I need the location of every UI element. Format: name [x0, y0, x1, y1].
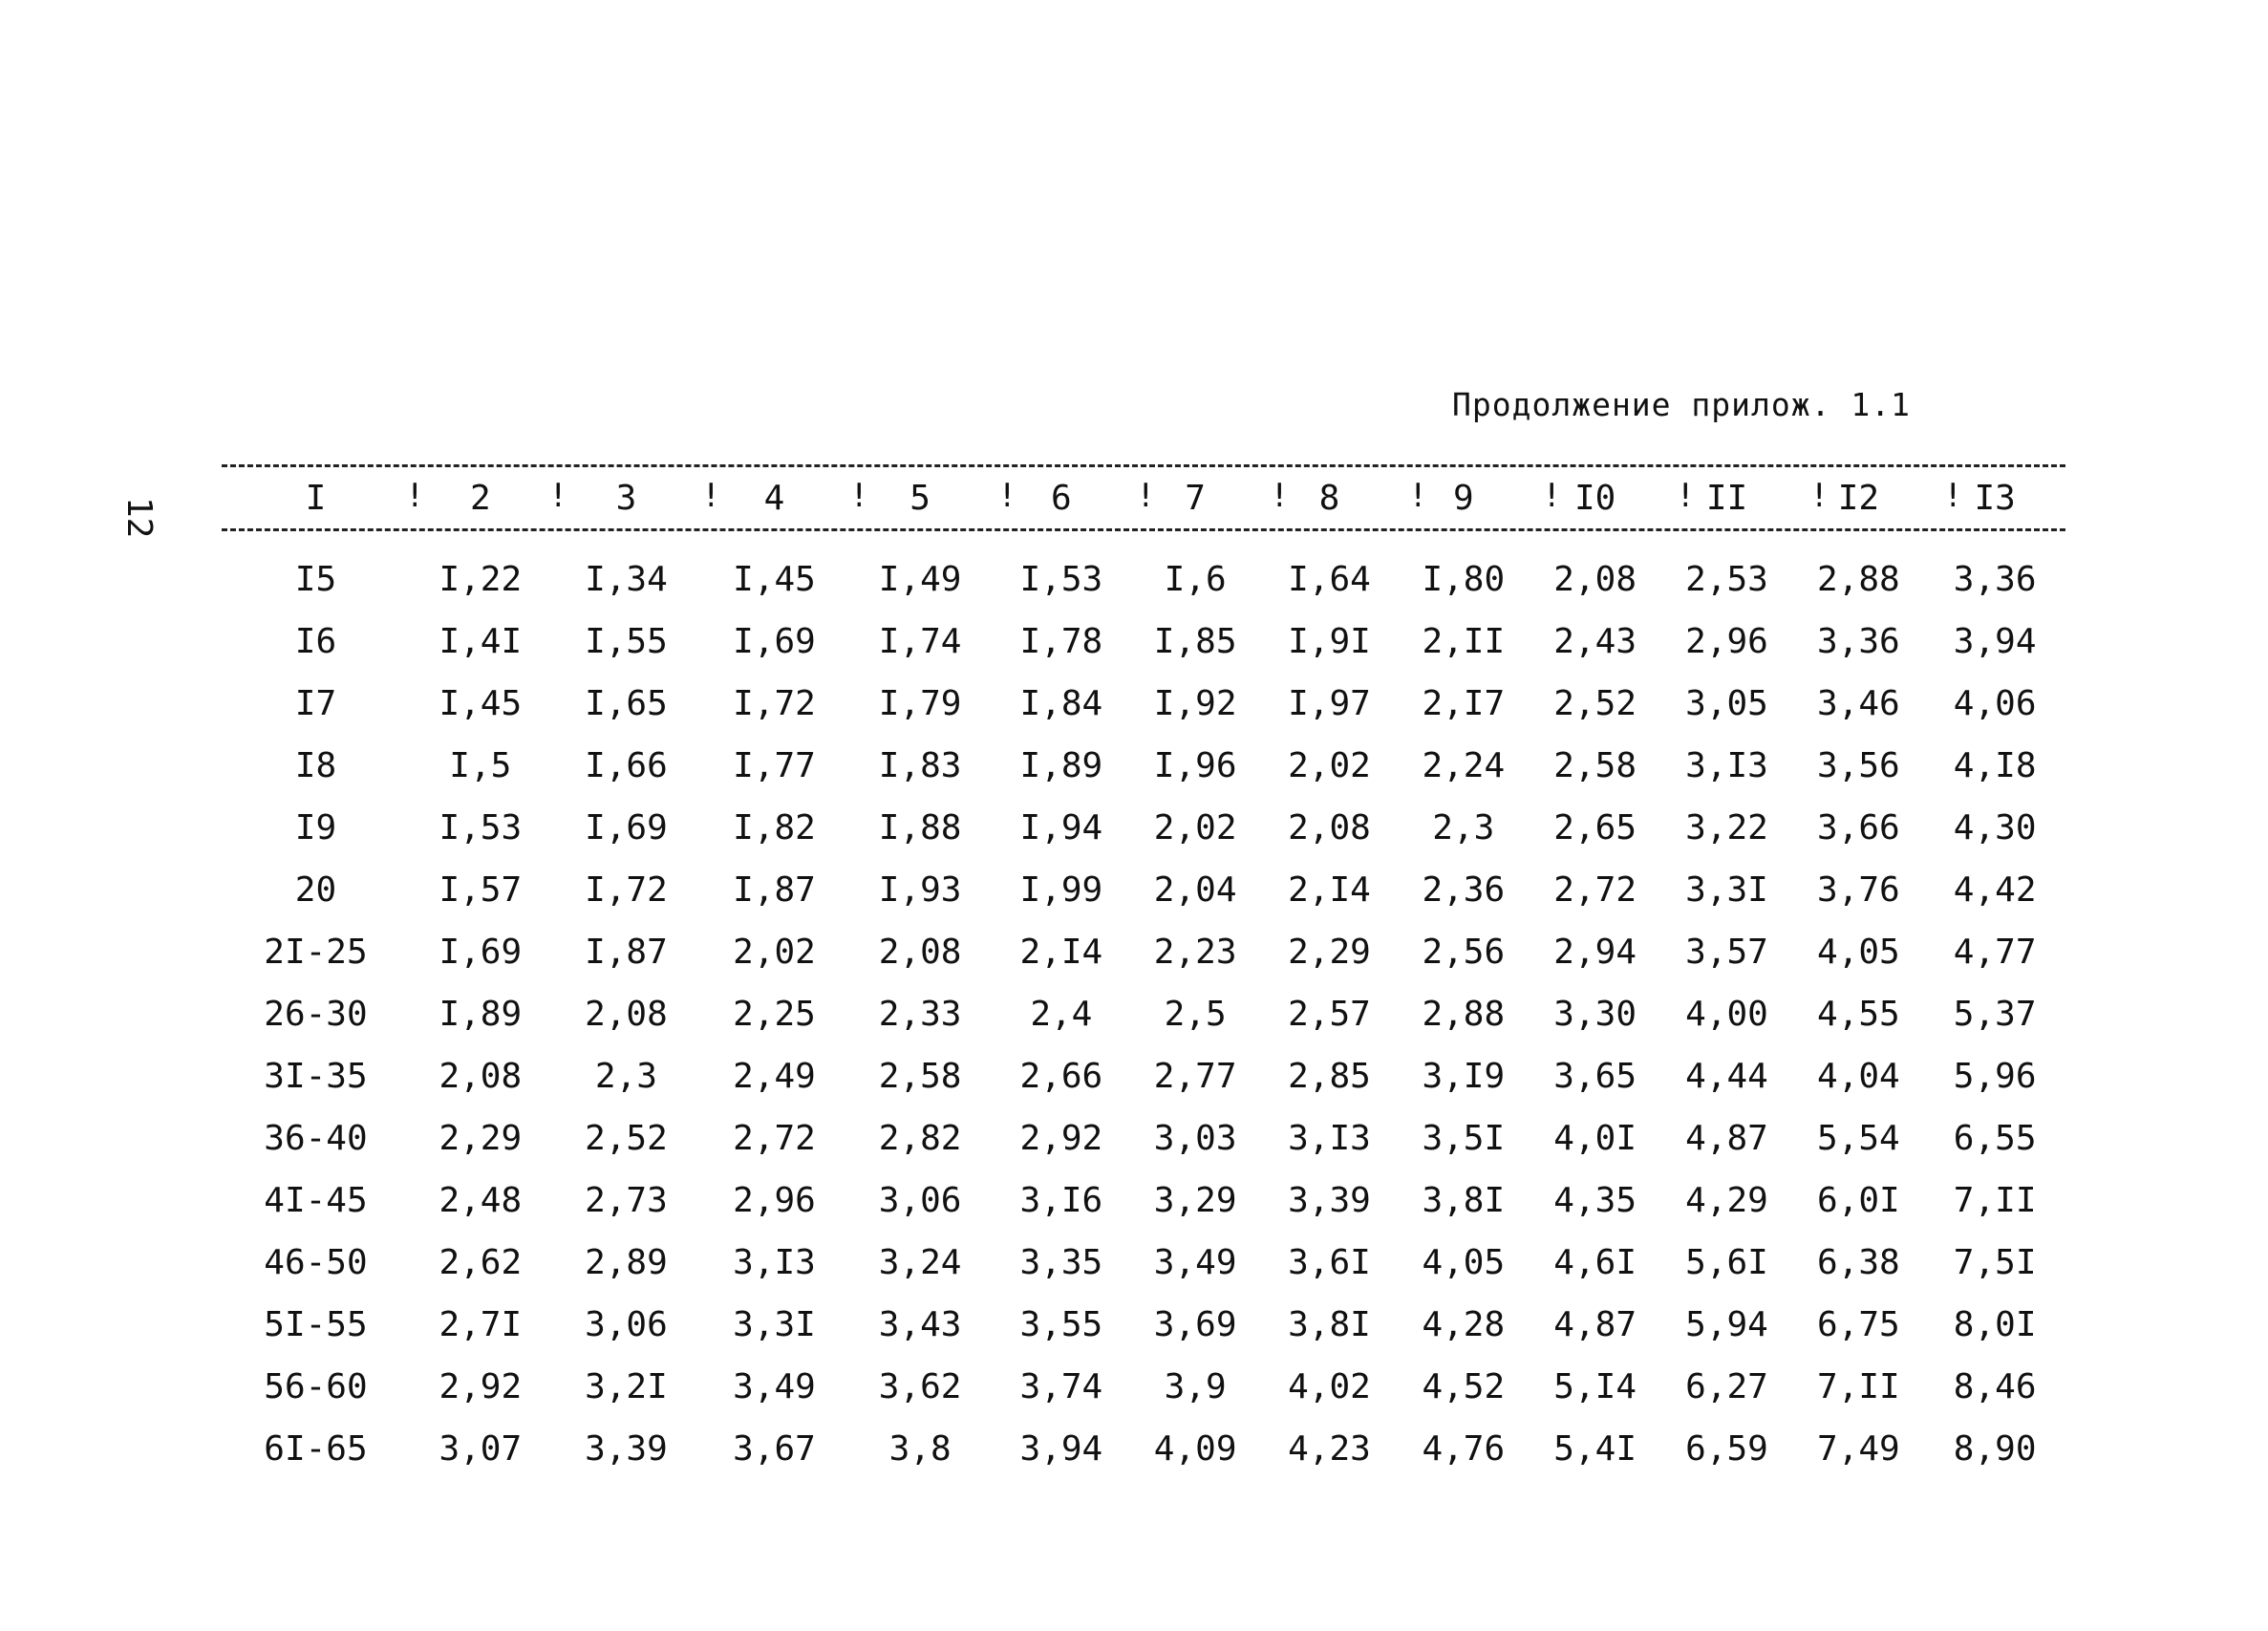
table-cell: 3,57: [1685, 933, 1768, 972]
table-cell: 3,5I: [1422, 1119, 1506, 1158]
table-cell: 2,52: [585, 1119, 668, 1158]
table-cell: 2,7I: [439, 1305, 523, 1344]
table-row: [222, 735, 2065, 797]
row-label-cell: 3I-35: [264, 1057, 368, 1096]
table-cell: 2,I4: [1019, 933, 1103, 972]
table-cell: I,49: [878, 560, 962, 599]
page-number: 12: [119, 497, 159, 539]
table-cell: 5,37: [1953, 995, 2037, 1034]
row-label-cell: I5: [294, 560, 337, 599]
table-cell: 3,46: [1817, 684, 1900, 723]
row-label-cell: I8: [294, 746, 337, 785]
table-cell: 3,49: [1153, 1243, 1237, 1282]
row-label-cell: I7: [294, 684, 337, 723]
table-cell: 2,62: [439, 1243, 523, 1282]
table-cell: 2,85: [1288, 1057, 1371, 1096]
table-caption: Продолжение прилож. 1.1: [1452, 386, 1911, 423]
table-cell: I,65: [585, 684, 668, 723]
table-cell: 4,52: [1422, 1367, 1506, 1406]
table-cell: 4,6I: [1553, 1243, 1637, 1282]
table-cell: I,96: [1153, 746, 1237, 785]
table-cell: I,77: [733, 746, 816, 785]
table-cell: 6,75: [1817, 1305, 1900, 1344]
table-cell: 2,08: [585, 995, 668, 1034]
table-row: [222, 1107, 2065, 1170]
table-cell: I,72: [585, 870, 668, 910]
table-cell: 3,I9: [1422, 1057, 1506, 1096]
table-cell: I,6: [1164, 560, 1227, 599]
table-cell: 3,67: [733, 1429, 816, 1469]
table-cell: 2,92: [439, 1367, 523, 1406]
table-cell: 3,62: [878, 1367, 962, 1406]
table-cell: 4,42: [1953, 870, 2037, 910]
table-cell: 2,58: [1553, 746, 1637, 785]
table-cell: 3,65: [1553, 1057, 1637, 1096]
table-cell: 6,38: [1817, 1243, 1900, 1282]
table-cell: 4,06: [1953, 684, 2037, 723]
table-cell: 3,66: [1817, 808, 1900, 848]
table-cell: 4,05: [1817, 933, 1900, 972]
table-cell: I,69: [439, 933, 523, 972]
table-cell: I,53: [439, 808, 523, 848]
column-separator: !: [1542, 477, 1562, 515]
table-cell: 2,08: [439, 1057, 523, 1096]
table-cell: 2,77: [1153, 1057, 1237, 1096]
header-cell: 5: [909, 478, 931, 518]
table-cell: 3,94: [1953, 622, 2037, 661]
table-cell: 6,0I: [1817, 1181, 1900, 1220]
table-cell: 2,02: [1288, 746, 1371, 785]
table-cell: 4,29: [1685, 1181, 1768, 1220]
table-cell: 6,55: [1953, 1119, 2037, 1158]
table-row: [222, 1045, 2065, 1107]
table-cell: 3,39: [1288, 1181, 1371, 1220]
table-cell: 4,77: [1953, 933, 2037, 972]
table-cell: 2,88: [1817, 560, 1900, 599]
table-cell: 5,54: [1817, 1119, 1900, 1158]
table-cell: 4,I8: [1953, 746, 2037, 785]
column-separator: !: [701, 477, 721, 515]
row-label-cell: I9: [294, 808, 337, 848]
header-cell: 6: [1050, 478, 1072, 518]
row-label-cell: 46-50: [264, 1243, 368, 1282]
table-cell: 8,90: [1953, 1429, 2037, 1469]
table-cell: 3,9: [1164, 1367, 1227, 1406]
header-cell: 2: [469, 478, 491, 518]
table-cell: I,74: [878, 622, 962, 661]
column-separator: !: [849, 477, 869, 515]
table-cell: 3,39: [585, 1429, 668, 1469]
row-label-cell: I6: [294, 622, 337, 661]
table-cell: 4,05: [1422, 1243, 1506, 1282]
table-cell: 2,43: [1553, 622, 1637, 661]
table-cell: 4,28: [1422, 1305, 1506, 1344]
table-row: [222, 1418, 2065, 1480]
table-cell: 6,59: [1685, 1429, 1768, 1469]
table-cell: I,45: [439, 684, 523, 723]
table-cell: 8,0I: [1953, 1305, 2037, 1344]
table-cell: I,88: [878, 808, 962, 848]
table-cell: 7,II: [1817, 1367, 1900, 1406]
table-cell: 2,53: [1685, 560, 1768, 599]
table-cell: 2,I4: [1288, 870, 1371, 910]
table-row: [222, 921, 2065, 983]
column-separator: !: [1676, 477, 1696, 515]
table-cell: 2,08: [1553, 560, 1637, 599]
column-separator: !: [405, 477, 425, 515]
table-cell: 2,08: [878, 933, 962, 972]
table-cell: 2,24: [1422, 746, 1506, 785]
table-cell: I,99: [1019, 870, 1103, 910]
table-cell: 5,4I: [1553, 1429, 1637, 1469]
table-cell: 4,00: [1685, 995, 1768, 1034]
row-label-cell: 20: [294, 870, 337, 910]
table-cell: 7,II: [1953, 1181, 2037, 1220]
column-separator: !: [1408, 477, 1428, 515]
table-cell: 2,96: [733, 1181, 816, 1220]
table-cell: 2,48: [439, 1181, 523, 1220]
column-separator: !: [997, 477, 1017, 515]
table-cell: 4,23: [1288, 1429, 1371, 1469]
table-row: [222, 859, 2065, 921]
row-label-cell: 5I-55: [264, 1305, 368, 1344]
table-cell: I,97: [1288, 684, 1371, 723]
table-cell: 7,5I: [1953, 1243, 2037, 1282]
table-cell: 3,36: [1953, 560, 2037, 599]
table-cell: I,4I: [439, 622, 523, 661]
table-cell: 4,44: [1685, 1057, 1768, 1096]
table-cell: 2,02: [1153, 808, 1237, 848]
table-cell: 3,I3: [1685, 746, 1768, 785]
header-cell: I: [305, 478, 327, 518]
column-separator: !: [1943, 477, 1963, 515]
table-cell: 2,56: [1422, 933, 1506, 972]
table-cell: 2,96: [1685, 622, 1768, 661]
table-cell: 3,69: [1153, 1305, 1237, 1344]
table-cell: 3,I3: [1288, 1119, 1371, 1158]
table-header-row: [222, 464, 2065, 531]
table-cell: 3,43: [878, 1305, 962, 1344]
table-cell: 2,3: [594, 1057, 657, 1096]
table-cell: I,94: [1019, 808, 1103, 848]
table-cell: 3,05: [1685, 684, 1768, 723]
table-cell: 4,04: [1817, 1057, 1900, 1096]
table-cell: 2,29: [439, 1119, 523, 1158]
row-label-cell: 2I-25: [264, 933, 368, 972]
table-cell: I,53: [1019, 560, 1103, 599]
table-cell: 8,46: [1953, 1367, 2037, 1406]
table-cell: 3,8I: [1422, 1181, 1506, 1220]
table-cell: 3,94: [1019, 1429, 1103, 1469]
table-cell: I,83: [878, 746, 962, 785]
table-cell: 2,3: [1432, 808, 1495, 848]
header-cell: 9: [1452, 478, 1474, 518]
table-cell: 3,06: [585, 1305, 668, 1344]
table-row: [222, 611, 2065, 673]
table-row: [222, 1170, 2065, 1232]
header-cell: I0: [1573, 478, 1616, 518]
row-label-cell: 6I-65: [264, 1429, 368, 1469]
table-cell: 2,4: [1030, 995, 1093, 1034]
table-cell: 5,94: [1685, 1305, 1768, 1344]
table-cell: I,87: [585, 933, 668, 972]
table-cell: 2,73: [585, 1181, 668, 1220]
table-cell: 3,36: [1817, 622, 1900, 661]
row-label-cell: 56-60: [264, 1367, 368, 1406]
table-cell: I,66: [585, 746, 668, 785]
table-cell: 2,29: [1288, 933, 1371, 972]
table-row: [222, 983, 2065, 1045]
table-cell: 2,5: [1164, 995, 1227, 1034]
table-cell: 3,55: [1019, 1305, 1103, 1344]
table-cell: 3,29: [1153, 1181, 1237, 1220]
column-separator: !: [1136, 477, 1156, 515]
table-cell: I,34: [585, 560, 668, 599]
table-cell: I,93: [878, 870, 962, 910]
table-cell: 2,23: [1153, 933, 1237, 972]
table-cell: I,45: [733, 560, 816, 599]
table-cell: 2,25: [733, 995, 816, 1034]
table-cell: 2,94: [1553, 933, 1637, 972]
column-separator: !: [548, 477, 568, 515]
table-cell: I,85: [1153, 622, 1237, 661]
table-cell: 2,36: [1422, 870, 1506, 910]
table-cell: 2,89: [585, 1243, 668, 1282]
table-cell: 3,8: [888, 1429, 952, 1469]
header-cell: I2: [1837, 478, 1880, 518]
table-cell: 2,02: [733, 933, 816, 972]
table-cell: 2,65: [1553, 808, 1637, 848]
table-row: [222, 1232, 2065, 1294]
table-cell: 2,57: [1288, 995, 1371, 1034]
table-cell: 7,49: [1817, 1429, 1900, 1469]
table-cell: I,80: [1422, 560, 1506, 599]
table-cell: 3,74: [1019, 1367, 1103, 1406]
table-cell: 2,II: [1422, 622, 1506, 661]
table-cell: 2,52: [1553, 684, 1637, 723]
table-cell: 3,07: [439, 1429, 523, 1469]
header-cell: 8: [1318, 478, 1340, 518]
table-cell: 5,6I: [1685, 1243, 1768, 1282]
table-cell: 3,24: [878, 1243, 962, 1282]
table-cell: 2,I7: [1422, 684, 1506, 723]
table-cell: 5,96: [1953, 1057, 2037, 1096]
table-cell: I,64: [1288, 560, 1371, 599]
header-cell: 3: [615, 478, 637, 518]
table-cell: 3,I6: [1019, 1181, 1103, 1220]
header-cell: 7: [1185, 478, 1206, 518]
table-cell: I,89: [1019, 746, 1103, 785]
table-cell: I,92: [1153, 684, 1237, 723]
table-cell: I,87: [733, 870, 816, 910]
table-cell: 2,72: [733, 1119, 816, 1158]
column-separator: !: [1270, 477, 1290, 515]
table-cell: 2,08: [1288, 808, 1371, 848]
table-cell: 3,8I: [1288, 1305, 1371, 1344]
table-cell: 3,30: [1553, 995, 1637, 1034]
table-cell: I,57: [439, 870, 523, 910]
header-cell: 4: [763, 478, 785, 518]
header-cell: I3: [1974, 478, 2016, 518]
table-cell: 4,02: [1288, 1367, 1371, 1406]
table-cell: 4,30: [1953, 808, 2037, 848]
table-cell: 3,6I: [1288, 1243, 1371, 1282]
table-cell: 3,35: [1019, 1243, 1103, 1282]
table-cell: 4,87: [1685, 1119, 1768, 1158]
table-row: [222, 1356, 2065, 1418]
table-cell: I,84: [1019, 684, 1103, 723]
table-cell: 3,56: [1817, 746, 1900, 785]
table-cell: I,55: [585, 622, 668, 661]
table-cell: 2,72: [1553, 870, 1637, 910]
table-row: [222, 1294, 2065, 1356]
table-cell: 4,76: [1422, 1429, 1506, 1469]
table-cell: 3,49: [733, 1367, 816, 1406]
table-cell: 5,I4: [1553, 1367, 1637, 1406]
table-cell: 3,2I: [585, 1367, 668, 1406]
table-cell: 2,82: [878, 1119, 962, 1158]
table-cell: 3,06: [878, 1181, 962, 1220]
table-cell: I,22: [439, 560, 523, 599]
table-cell: I,69: [585, 808, 668, 848]
table-row: [222, 548, 2065, 611]
table-cell: 4,09: [1153, 1429, 1237, 1469]
header-cell: II: [1705, 478, 1748, 518]
row-label-cell: 4I-45: [264, 1181, 368, 1220]
table-cell: 2,58: [878, 1057, 962, 1096]
table-cell: I,69: [733, 622, 816, 661]
table-cell: I,5: [449, 746, 512, 785]
table-row: [222, 797, 2065, 859]
table-cell: I,89: [439, 995, 523, 1034]
table-cell: I,72: [733, 684, 816, 723]
column-separator: !: [1809, 477, 1829, 515]
table-cell: 4,55: [1817, 995, 1900, 1034]
row-label-cell: 36-40: [264, 1119, 368, 1158]
table-cell: 3,I3: [733, 1243, 816, 1282]
table-cell: 3,22: [1685, 808, 1768, 848]
table-cell: I,82: [733, 808, 816, 848]
table-cell: I,79: [878, 684, 962, 723]
table-cell: 2,92: [1019, 1119, 1103, 1158]
table-cell: 2,04: [1153, 870, 1237, 910]
table-cell: 4,87: [1553, 1305, 1637, 1344]
table-cell: 4,35: [1553, 1181, 1637, 1220]
row-label-cell: 26-30: [264, 995, 368, 1034]
table-cell: 2,49: [733, 1057, 816, 1096]
table-cell: I,9I: [1288, 622, 1371, 661]
table-cell: 3,3I: [1685, 870, 1768, 910]
table-row: [222, 673, 2065, 735]
table-cell: 4,0I: [1553, 1119, 1637, 1158]
data-table: [222, 464, 2065, 1480]
table-cell: 3,3I: [733, 1305, 816, 1344]
table-cell: 2,88: [1422, 995, 1506, 1034]
table-body: [222, 548, 2065, 1480]
table-cell: 3,76: [1817, 870, 1900, 910]
table-cell: 3,03: [1153, 1119, 1237, 1158]
table-cell: 2,33: [878, 995, 962, 1034]
table-cell: 6,27: [1685, 1367, 1768, 1406]
table-cell: 2,66: [1019, 1057, 1103, 1096]
table-cell: I,78: [1019, 622, 1103, 661]
